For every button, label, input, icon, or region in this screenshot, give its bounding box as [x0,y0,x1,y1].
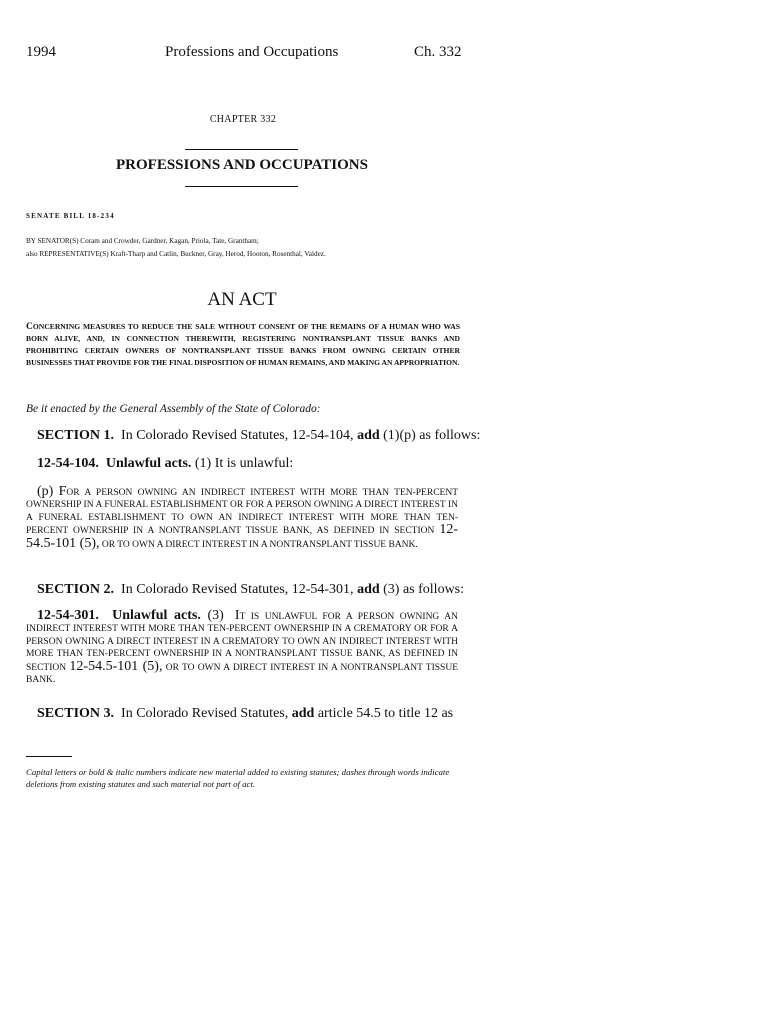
header-title: Professions and Occupations [165,44,339,60]
para-p-initial: F [58,484,67,499]
concerning-clause [26,321,460,369]
section-1 [37,428,480,444]
section-1-label: SECTION 1. [37,428,115,443]
senator-sponsors: BY SENATOR(S) Coram and Crowder, Gardner, Kagan, Priola, Tate, Grantham; [26,237,259,245]
section-2-add: add [357,582,380,597]
footnote-rule [26,756,72,757]
paragraph-p [26,486,458,551]
enacting-clause: Be it enacted by the General Assembly of the State of Colorado: [26,403,321,415]
section-3-text-a: In Colorado Revised Statutes, [121,706,289,721]
act-title: AN ACT [207,289,277,310]
law-2-number: 12-54-301. [37,608,99,623]
footnote: Capital letters or bold & italic numbers indicate new material added to existing statutes; dashes through words indicate deletions from existing statutes and such material not part of act. [26,767,450,789]
law-12-54-301 [26,610,458,686]
section-3 [37,706,453,722]
title-rule-bottom [185,186,298,187]
chapter-label: CHAPTER 332 [209,114,277,125]
law-1-number: 12-54-104. [37,456,99,471]
section-3-text-b: article 54.5 to title 12 as [317,706,454,721]
bill-number: SENATE BILL 18-234 [26,212,115,220]
header-year: 1994 [26,44,56,60]
law-2-heading: Unlawful acts. [112,608,201,623]
section-1-text-b: (1)(p) as follows: [383,428,481,443]
concerning-initial: C [26,322,33,332]
section-2 [37,582,464,598]
para-p-lead: (p) [37,484,54,499]
section-1-add: add [357,428,380,443]
law-2-text-a: T IS UNLAWFUL FOR A PERSON OWNING AN INDIRECT INTEREST WITH MORE THAN TEN-PERCENT OWNERSHIP IN A CREMATORY OR FOR A PERSON OWNING A DIRECT INTEREST IN A CREMATORY TO OWN AN INDIRECT INTEREST WITH MORE THAN TEN-PERCENT OWNERSHIP IN A NONTRANSPLANT TISSUE BANK, AS DEFINED IN SECTION [26,612,459,673]
law-2-sub: (3) [207,608,224,623]
header-chapter: Ch. 332 [414,44,462,60]
section-2-text-a: In Colorado Revised Statutes, 12-54-301, [121,582,354,597]
title-rule-top [185,149,298,150]
section-3-add: add [291,706,315,721]
law-2-ref: 12-54.5-101 (5), [69,658,163,674]
law-12-54-104-heading [37,456,293,472]
law-2-text-b: OR TO OWN A DIRECT INTEREST IN A NONTRANSPLANT TISSUE BANK. [26,662,459,686]
law-1-text: (1) It is unlawful: [194,456,294,471]
para-p-ref: 12-54.5-101 (5), [26,522,458,551]
main-title: PROFESSIONS AND OCCUPATIONS [116,157,368,173]
section-2-text-b: (3) as follows: [383,582,465,597]
para-p-text-a: OR A PERSON OWNING AN INDIRECT INTEREST WITH MORE THAN TEN-PERCENT OWNERSHIP IN A FUNERAL ESTABLISHMENT OR FOR A PERSON OWNING A DIRECT INTEREST IN A FUNERAL ESTABLISHMENT TO OWN AN INDIRECT INTEREST WITH MORE THAN TEN-PERCENT OWNERSHIP IN A NONTRANSPLANT TISSUE BANK, AS DEFINED IN SECTION [26,488,459,537]
para-p-text-b: OR TO OWN A DIRECT INTEREST IN A NONTRANSPLANT TISSUE BANK. [101,539,418,550]
concerning-text: ONCERNING MEASURES TO REDUCE THE SALE WITHOUT CONSENT OF THE REMAINS OF A HUMAN WHO WAS BORN ALIVE, AND, IN CONNECTION THEREWITH, REGISTERING NONTRANSPLANT TISSUE BANKS AND PROHIBITING CERTAIN OWNERS OF NONTRANSPLANT TISSUE BANKS FROM OWNING CERTAIN OTHER BUSINESSES THAT PROVIDE FOR THE FINAL DISPOSITION OF HUMAN REMAINS, AND MAKING AN APPROPRIATION. [26,322,460,367]
section-2-label: SECTION 2. [37,582,115,597]
section-3-label: SECTION 3. [37,706,115,721]
law-2-initial: I [234,608,240,623]
law-1-heading: Unlawful acts. [105,456,192,471]
section-1-text-a: In Colorado Revised Statutes, 12-54-104, [121,428,354,443]
representative-sponsors: also REPRESENTATIVE(S) Kraft-Tharp and Catlin, Buckner, Gray, Herod, Hooton, Rosenthal, Valdez. [26,250,326,258]
